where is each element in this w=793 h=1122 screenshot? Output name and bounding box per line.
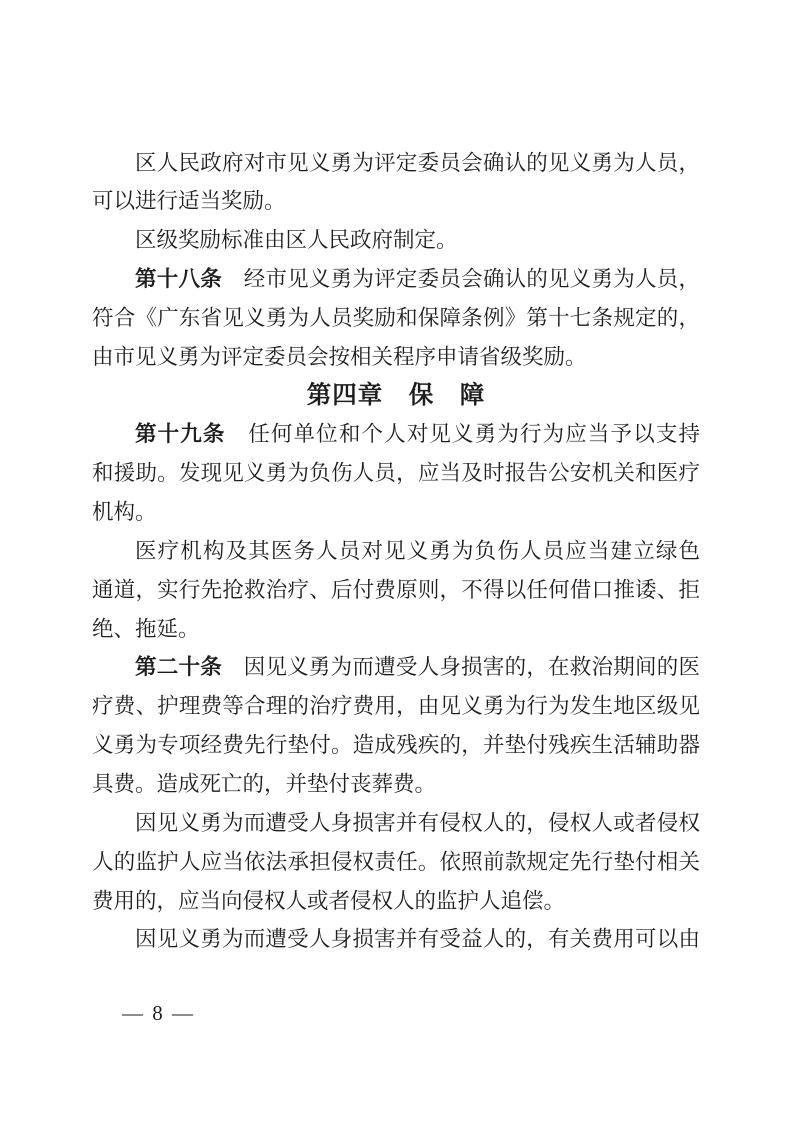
text-line [92,260,700,299]
text-run: 因见义勇为而遭受人身损害并有侵权人的，侵权人或者侵权 [135,810,700,835]
text-run: 区级奖励标准由区人民政府制定。 [135,228,458,253]
text-run: 通道，实行先抢救治疗、后付费原则，不得以任何借口推诿、拒 [92,577,700,602]
article-number: 第二十条 [135,655,222,680]
text-run: 义勇为专项经费先行垫付。造成残疾的，并垫付残疾生活辅助器 [92,733,700,758]
text-line [92,221,700,260]
text-run: 绝、拖延。 [92,616,200,641]
text-run: 具费。造成死亡的，并垫付丧葬费。 [92,772,437,796]
text-line [92,532,700,571]
text-run: 人的监护人应当依法承担侵权责任。依照前款规定先行垫付相关 [92,849,700,874]
text-run: 区人民政府对市见义勇为评定委员会确认的见义勇为人员， [135,150,700,175]
text-run: 经市见义勇为评定委员会确认的见义勇为人员， [221,267,700,292]
text-line [92,144,700,183]
text-run: 和援助。发现见义勇为负伤人员，应当及时报告公安机关和医疗 [92,461,700,486]
article-number: 第十八条 [135,267,222,292]
text-line [92,882,700,921]
text-line [92,610,700,649]
text-line [92,182,700,221]
text-line [92,920,700,959]
text-run: 因见义勇为而遭受人身损害的，在救治期间的医 [221,655,700,680]
chapter-heading [92,377,700,416]
text-line [92,687,700,726]
text-line [92,765,700,804]
text-line [92,338,700,377]
chapter-heading-text: 第四章 保 障 [306,381,486,409]
text-line [92,454,700,493]
page-number: — 8 — [122,1001,195,1025]
text-run: 因见义勇为而遭受人身损害并有受益人的，有关费用可以由 [135,927,700,952]
text-line [92,415,700,454]
text-line [92,843,700,882]
document-body [92,144,700,960]
text-run: 疗费、护理费等合理的治疗费用，由见义勇为行为发生地区级见 [92,694,700,719]
text-run: 符合《广东省见义勇为人员奖励和保障条例》第十七条规定的， [92,305,700,330]
text-run: 由市见义勇为评定委员会按相关程序申请省级奖励。 [92,344,587,369]
text-run: 费用的，应当向侵权人或者侵权人的监护人追偿。 [92,888,566,913]
text-line [92,726,700,765]
article-number: 第十九条 [135,422,226,447]
text-line [92,804,700,843]
text-line [92,299,700,338]
text-line [92,571,700,610]
text-line [92,648,700,687]
text-line [92,493,700,532]
text-run: 医疗机构及其医务人员对见义勇为负伤人员应当建立绿色 [135,538,700,563]
text-run: 任何单位和个人对见义勇为行为应当予以支持 [225,422,700,447]
text-run: 可以进行适当奖励。 [92,189,286,214]
text-run: 机构。 [92,500,157,525]
